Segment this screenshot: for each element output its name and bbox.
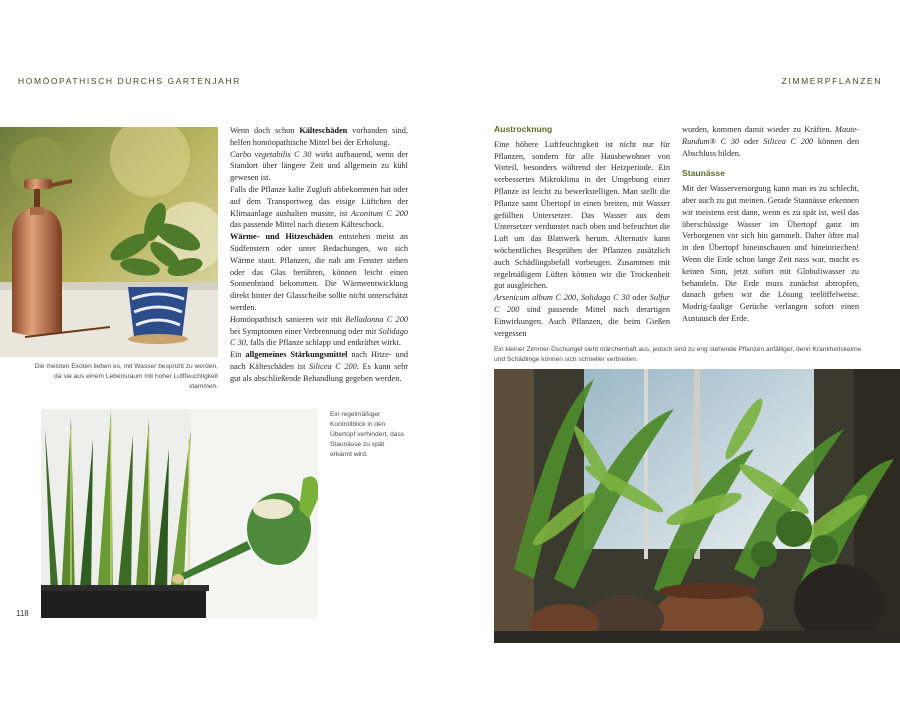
photo-indoor-jungle bbox=[494, 369, 900, 643]
term-staerkungsmittel: allgemeines Stärkungsmittel bbox=[245, 350, 348, 360]
term-waerme-hitzeschaeden: Wärme- und Hitzeschäden bbox=[230, 232, 333, 242]
running-head-right: ZIMMERPFLANZEN bbox=[781, 76, 882, 86]
right-text-column-2: wurden, kommen damit wieder zu Kräften. Maute-Rundum® C 30 oder Silicea C 200 können den Abschluss bilden. Staunässe Mit der Wasserversorgung kann man es zu schlecht, aber auch zu gut meinen. Gerade Staunässe erkennen wir meistens erst dann, wenn es zu spät ist, weil das überschüssige Wasser im Übertopf ganz im Verborgenen vor sich hin gammelt. Daher öfter mal in den Übertopf hineinschauen und hineinriechen! Wenn die Erde schon lange Zeit nass war, macht es keinen Sinn, jetzt sofort mit Globuliwasser zu behandeln. Die Erde muss zunächst abtropfen, danach geben wir die Lösung teelöffelweise. Modrig-faulige Gerüche verlangen sofort einen Austausch der Erde. bbox=[682, 125, 859, 323]
photo-watering-snake-plant bbox=[41, 409, 318, 618]
page-number: 118 bbox=[16, 609, 29, 618]
caption-sprayer: Die meisten Exoten lieben es, mit Wasser besprüht zu werden, da sie aus einem Lebensraum mit hoher Luftfeuchtigkeit stammen. bbox=[34, 363, 218, 390]
heading-austrocknung: Austrocknung bbox=[494, 124, 553, 134]
term-kaelteschaeden: Kälteschäden bbox=[299, 126, 348, 135]
caption-jungle: Ein kleiner Zimmer-Dschungel sieht märchenhaft aus, jedoch sind zu eng stehende Pflanzen anfälliger, denn Krankheitskeime und Schädlinge können sich schneller verbreiten. bbox=[494, 346, 862, 363]
caption-watering: Ein regelmäßiger Kontrollblick in den Übertopf verhindert, dass Staunässe zu spät erkannt wird. bbox=[330, 411, 405, 458]
right-text-column-1: Austrocknung Eine höhere Luftfeuchtigkeit ist nicht nur für Pflanzen, sondern für alle Hausbewohner von Vorteil, besonders während der Heizperiode. Ein verbessertes Mikroklima in der Umgebung einer Pflanze ist leicht zu bewerkstelligen. Man stellt die Pflanze samt Übertopf in einen breiten, mit Wasser gefüllten Untersetzer. Das Wasser aus dem Untersetzer verdunstet nach oben und befeuchtet die Luft um das Blattwerk herum. Alternativ kann wöchentliches Besprühen der Pflanzen zusätzlich auch Schädlingsbefall vorbeugen. Zusammen mit regelmäßigem Lüften können wir die Trockenheit gut ausgleichen. Arsenicum album C 200, Solidago C 30 oder Sulfur C 200 sind passende Mittel nach derartigen Einwirkungen. Auch Pflanzen, die beim Gießen vergessen bbox=[494, 124, 670, 338]
photo-sprayer-plant bbox=[0, 127, 218, 357]
left-text-column: Wenn doch schon Kälteschäden vorhanden sind, helfen homöopathische Mittel bei der Erholung. Carbo vegetabilis C 30 wirkt aufbauend, wenn der Standort über längere Zeit und allgemein zu kühl gewesen ist. Falls die Pflanze kalte Zugluft abbekommen hat oder auf dem Transportweg das eisige Lüftchen der Klimaanlage aushalten musste, ist Aconitum C 200 das passende Mittel nach diesem Kälteschock. Wärme- und Hitzeschäden entstehen meist an Südfenstern oder unter Bedachungen, wo sich Wärme staut. Pflanzen, die nah am Fenster stehen oder das Glas berühren, können leicht einen Sonnenbrand bekommen. Die Wärmeentwicklung direkt hinter der Glasscheibe sollte nicht unterschätzt werden. Homöopathisch sanieren wir mit Belladonna C 200 bei Symptomen einer Verbrennung oder mit Solidago C 30, falls die Pflanze schlapp und entkräftet wirkt. Ein allgemeines Stärkungsmittel nach Hitze- und nach Kälteschäden ist Silicea C 200. Es kann sehr gut als abschließende Behandlung gegeben werden. bbox=[230, 126, 409, 383]
heading-staunaesse: Staunässe bbox=[682, 168, 725, 179]
running-head-left: HOMÖOPATHISCH DURCHS GARTENJAHR bbox=[18, 76, 241, 86]
